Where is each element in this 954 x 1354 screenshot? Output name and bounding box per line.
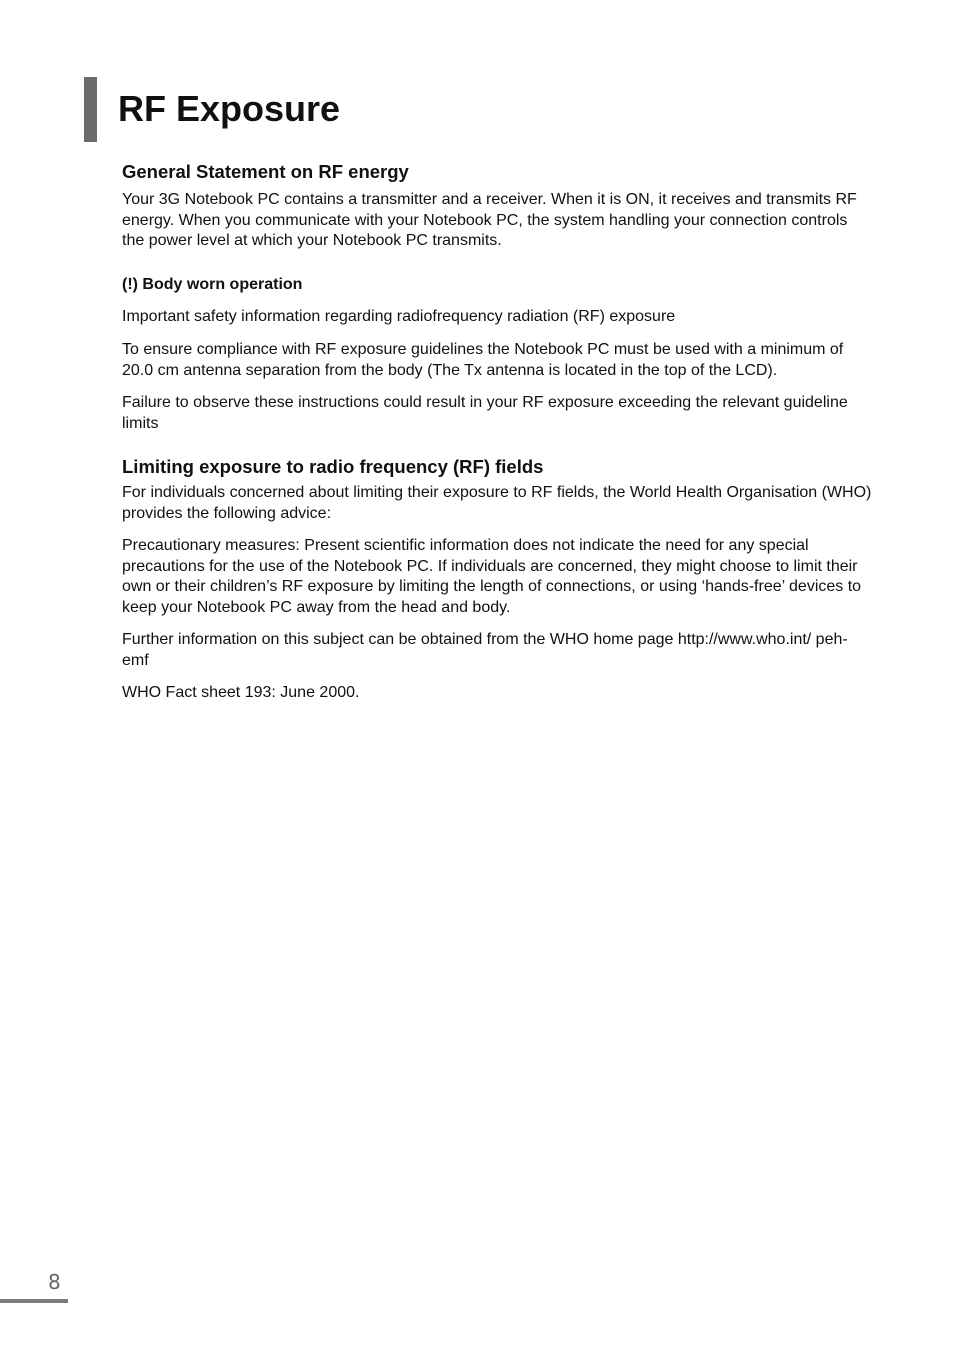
- page-number: 8: [48, 1270, 61, 1294]
- footer-rule: [0, 1299, 68, 1303]
- title-accent-bar: [84, 77, 97, 142]
- subheading-body-worn: (!) Body worn operation: [122, 275, 303, 293]
- section-heading-limiting: Limiting exposure to radio frequency (RF) fields: [122, 456, 544, 477]
- paragraph-limiting-2: Precautionary measures: Present scientific information does not indicate the need for any special precautions for the use of the Notebook PC. If individuals are concerned, they might choose to limit their own or their children’s RF exposure by limiting the length of connections, or using ‘hands-free’ devices to keep your Notebook PC away from the head and body.: [122, 537, 862, 616]
- paragraph-body-worn-2: To ensure compliance with RF exposure guidelines the Notebook PC must be used with a minimum of 20.0 cm antenna separation from the body (The Tx antenna is located in the top of the LCD).: [122, 341, 844, 379]
- paragraph-body-worn-3: Failure to observe these instructions could result in your RF exposure exceeding the relevant guideline limits: [122, 394, 848, 432]
- paragraph-limiting-1: For individuals concerned about limiting their exposure to RF fields, the World Health Organisation (WHO) provides the following advice:: [122, 484, 872, 522]
- paragraph-limiting-3: Further information on this subject can be obtained from the WHO home page http://www.who.int/ peh-emf: [122, 631, 848, 669]
- page-title: RF Exposure: [118, 88, 341, 129]
- paragraph-limiting-4: WHO Fact sheet 193: June 2000.: [122, 684, 360, 701]
- paragraph-general: Your 3G Notebook PC contains a transmitter and a receiver. When it is ON, it receives and transmits RF energy. When you communicate with your Notebook PC, the system handling your connection controls the power level at which your Notebook PC transmits.: [122, 191, 857, 249]
- page-content: [122, 159, 874, 704]
- paragraph-body-worn-1: Important safety information regarding radiofrequency radiation (RF) exposure: [122, 307, 676, 325]
- section-heading-general: General Statement on RF energy: [122, 161, 409, 182]
